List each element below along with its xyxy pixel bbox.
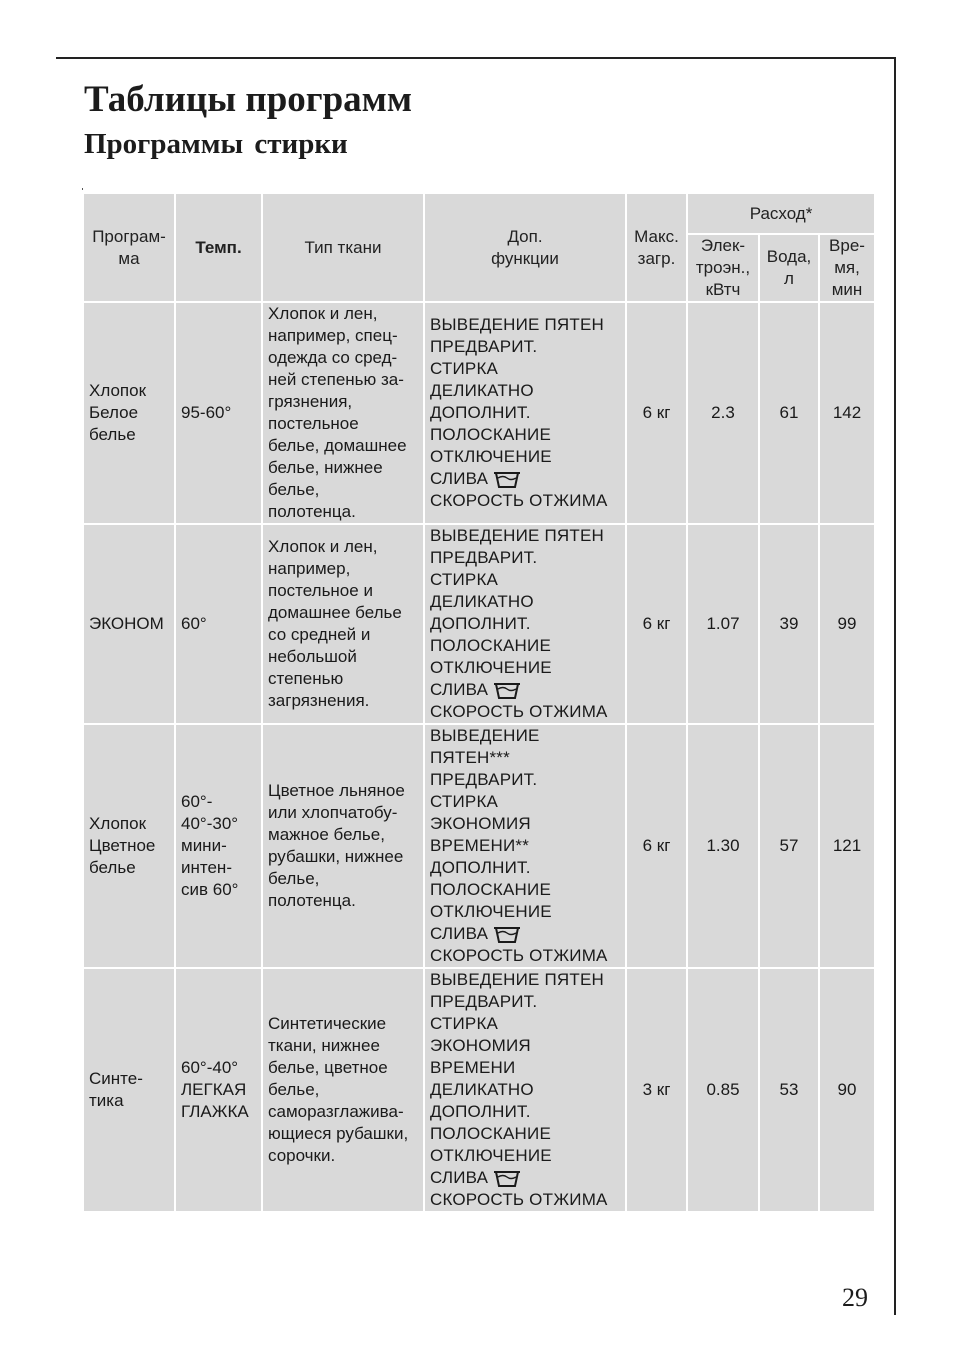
header-temp: Темп. <box>175 193 262 302</box>
functions-text: ВЫВЕДЕНИЕ ПЯТЕН ПРЕДВАРИТ. СТИРКА ЭКОНОМИЯ ВРЕМЕНИ ДЕЛИКАТНО ДОПОЛНИТ. ПОЛОСКАНИЕ ОТКЛЮЧЕНИЕ СЛИВА <box>430 970 604 1187</box>
table-row <box>83 724 875 968</box>
program-fabric: Хлопок и лен, например, спец- одежда со сред- ней степенью за- грязнения, постельное белье, домашнее белье, нижнее белье, полотенца. <box>262 302 424 524</box>
header-water: Вода, л <box>759 234 819 302</box>
program-electricity: 0.85 <box>687 968 759 1212</box>
program-name: Синте- тика <box>83 968 175 1212</box>
program-water: 39 <box>759 524 819 724</box>
program-water: 61 <box>759 302 819 524</box>
program-functions <box>424 524 626 724</box>
program-electricity: 1.30 <box>687 724 759 968</box>
drain-tub-icon <box>492 471 522 489</box>
table-row <box>83 968 875 1212</box>
program-time: 142 <box>819 302 875 524</box>
program-water: 53 <box>759 968 819 1212</box>
program-functions <box>424 968 626 1212</box>
header-fabric: Тип ткани <box>262 193 424 302</box>
functions-text: ВЫВЕДЕНИЕ ПЯТЕН*** ПРЕДВАРИТ. СТИРКА ЭКОНОМИЯ ВРЕМЕНИ** ДОПОЛНИТ. ПОЛОСКАНИЕ ОТКЛЮЧЕНИЕ СЛИВА <box>430 726 552 943</box>
program-fabric: Цветное льняное или хлопчатобу- мажное белье, рубашки, нижнее белье, полотенца. <box>262 724 424 968</box>
program-max-load: 3 кг <box>626 968 687 1212</box>
program-temp: 60°- 40°-30° мини- интен- сив 60° <box>175 724 262 968</box>
drain-tub-icon <box>492 1170 522 1188</box>
program-temp: 95-60° <box>175 302 262 524</box>
functions-text: ВЫВЕДЕНИЕ ПЯТЕН ПРЕДВАРИТ. СТИРКА ДЕЛИКАТНО ДОПОЛНИТ. ПОЛОСКАНИЕ ОТКЛЮЧЕНИЕ СЛИВА <box>430 526 604 699</box>
top-rule <box>56 57 896 59</box>
spin-speed-text: СКОРОСТЬ ОТЖИМА <box>430 702 608 721</box>
spin-speed-text: СКОРОСТЬ ОТЖИМА <box>430 1190 608 1209</box>
program-max-load: 6 кг <box>626 724 687 968</box>
header-max-load: Макс. загр. <box>626 193 687 302</box>
table-row <box>83 302 875 524</box>
functions-text: ВЫВЕДЕНИЕ ПЯТЕН ПРЕДВАРИТ. СТИРКА ДЕЛИКАТНО ДОПОЛНИТ. ПОЛОСКАНИЕ ОТКЛЮЧЕНИЕ СЛИВА <box>430 315 604 488</box>
program-time: 121 <box>819 724 875 968</box>
program-fabric: Хлопок и лен, например, постельное и домашнее белье со средней и небольшой степенью загрязнения. <box>262 524 424 724</box>
program-functions <box>424 302 626 524</box>
program-electricity: 1.07 <box>687 524 759 724</box>
program-name: ЭКОНОМ <box>83 524 175 724</box>
drain-tub-icon <box>492 682 522 700</box>
page-subtitle: Программы стирки <box>84 128 348 160</box>
page-number: 29 <box>842 1283 868 1312</box>
spin-speed-text: СКОРОСТЬ ОТЖИМА <box>430 946 608 965</box>
program-name: Хлопок Белое белье <box>83 302 175 524</box>
program-fabric: Синтетические ткани, нижнее белье, цветное белье, саморазглажива- ющиеся рубашки, сорочки. <box>262 968 424 1212</box>
program-temp: 60° <box>175 524 262 724</box>
header-time: Вре- мя, мин <box>819 234 875 302</box>
program-time: 99 <box>819 524 875 724</box>
program-water: 57 <box>759 724 819 968</box>
header-extra-functions: Доп. функции <box>424 193 626 302</box>
header-electricity: Элек- троэн., кВтч <box>687 234 759 302</box>
header-program: Програм- ма <box>83 193 175 302</box>
header-row-top <box>83 193 875 234</box>
drain-tub-icon <box>492 926 522 944</box>
header-consumption: Расход* <box>687 193 875 234</box>
program-temp: 60°-40° ЛЕГКАЯ ГЛАЖКА <box>175 968 262 1212</box>
program-time: 90 <box>819 968 875 1212</box>
program-max-load: 6 кг <box>626 302 687 524</box>
spin-speed-text: СКОРОСТЬ ОТЖИМА <box>430 491 608 510</box>
program-max-load: 6 кг <box>626 524 687 724</box>
programs-table <box>82 192 876 1213</box>
program-functions <box>424 724 626 968</box>
program-name: Хлопок Цветное белье <box>83 724 175 968</box>
page-title: Таблицы программ <box>84 79 413 120</box>
print-mark <box>82 188 83 190</box>
table-row <box>83 524 875 724</box>
program-electricity: 2.3 <box>687 302 759 524</box>
right-rule <box>894 57 896 1315</box>
